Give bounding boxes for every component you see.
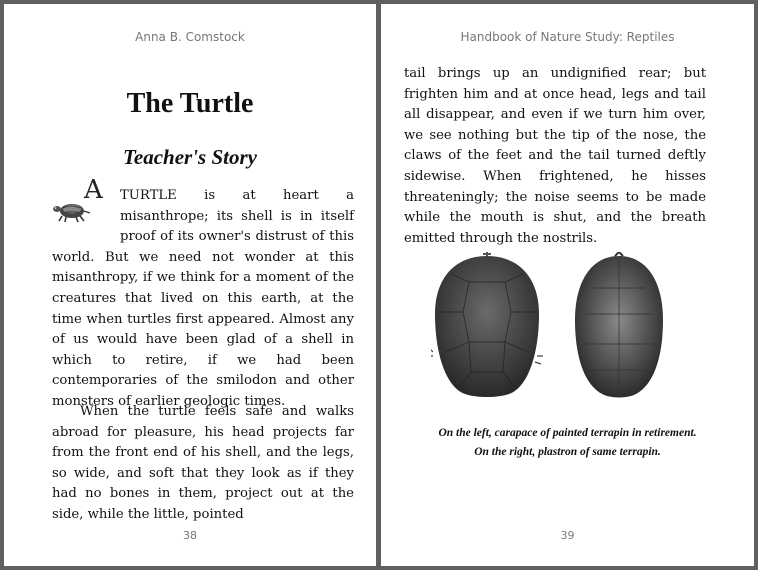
page-number-left: 38	[183, 529, 197, 542]
caption-line-2: On the right, plastron of same terrapin.	[474, 445, 661, 458]
page-header-book-title: Handbook of Nature Study: Reptiles	[460, 30, 675, 44]
figure-caption	[381, 424, 754, 461]
chapter-title: The Turtle	[126, 88, 254, 119]
body-paragraph-1	[52, 175, 354, 413]
dropcap-letter: A	[84, 175, 103, 205]
right-page[interactable]	[381, 4, 754, 566]
caption-line-1: On the left, carapace of painted terrapin in retirement.	[438, 427, 697, 439]
body-paragraph-3: tail brings up an undignified rear; but frighten him and at once head, legs and tail all disappear, and even if we turn him over, we see nothing but the tip of the nose, the claws of the feet and the tail turned deftly sidewise. When frightened, he hisses threateningly; the noise seems to be made while the mouth is shut, and the breath emitted through the nostrils.	[404, 66, 706, 246]
dropcap	[52, 175, 116, 230]
page-number-right: 39	[560, 529, 575, 542]
chapter-subtitle: Teacher's Story	[123, 145, 257, 169]
left-page[interactable]	[4, 4, 376, 566]
plastron-image	[571, 252, 667, 400]
paragraph-1-text: TURTLE is at heart a misanthrope; its shell is in itself proof of its owner's distrust of this world. But we need not wonder at this misanthropy, if we think for a moment of the creatures that lived on this earth, at the time when turtles first appeared. Almost any of us would have been glad of a shell in which to retire, if we had been contemporaries of the smilodon and other monsters of earlier geologic times.	[52, 188, 354, 409]
page-header-author: Anna B. Comstock	[135, 30, 245, 44]
carapace-image	[431, 252, 543, 400]
body-paragraph-2: When the turtle feels safe and walks abroad for pleasure, his head projects far from the front end of his shell, and the legs, so wide, and soft that they look as if they had no bones in them, project out at the side, while the little, pointed	[52, 404, 354, 522]
